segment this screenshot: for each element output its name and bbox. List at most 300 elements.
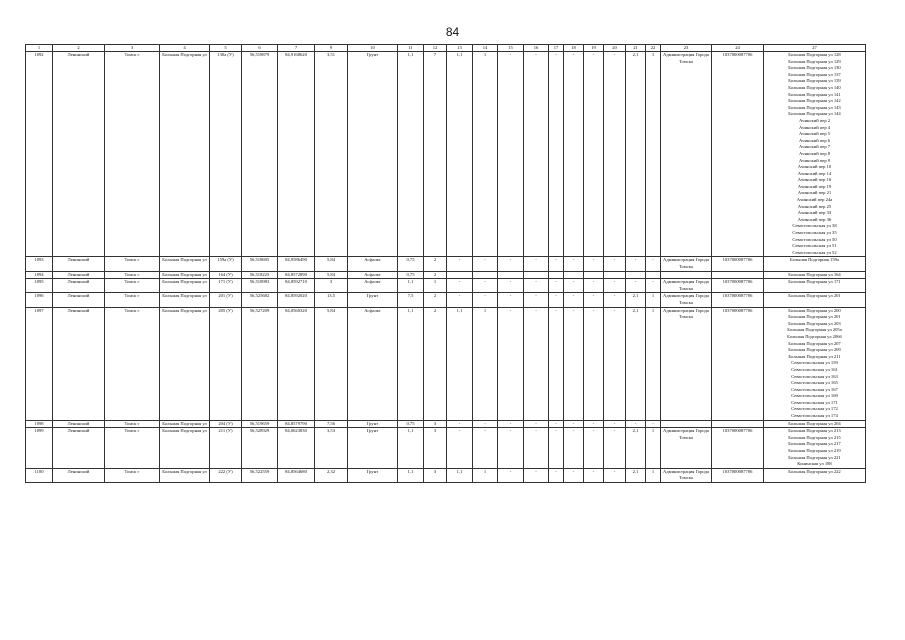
table-cell: - [473, 428, 498, 469]
table-cell: - [524, 293, 549, 307]
table-cell: - [564, 468, 584, 482]
table-cell: 2 [424, 271, 447, 279]
address-line: Севастопольская ул 171 [791, 399, 838, 405]
table-cell: - [564, 293, 584, 307]
table-cell: Грунт [348, 293, 398, 307]
address-line: Большая Подгорная ул 209 [788, 347, 841, 353]
table-cell: 84,8564680 [278, 468, 315, 482]
table-cell: Большая Подгорная ул [160, 420, 210, 428]
table-cell [584, 271, 604, 279]
address-line: Севастопольская ул 167 [791, 386, 838, 392]
column-header: 3 [105, 45, 160, 52]
table-cell: - [584, 293, 604, 307]
table-cell: - [646, 420, 661, 428]
table-cell: 1 [473, 468, 498, 482]
table-row [26, 52, 866, 257]
table-cell: Администрация Города Томска [661, 257, 712, 271]
table-cell: Большая Подгорная ул [160, 293, 210, 307]
table-cell: Ленинский [53, 307, 105, 420]
table-cell: 84,9586490 [278, 257, 315, 271]
column-header: 19 [584, 45, 604, 52]
table-cell: Администрация Города Томска [661, 468, 712, 482]
table-cell: 1097 [26, 307, 53, 420]
address-line: Большая Подгорная ул 142 [788, 98, 841, 104]
address-line: Большая Подгорная ул 217 [788, 441, 841, 447]
address-list-cell [764, 257, 866, 271]
column-header: 10 [348, 45, 398, 52]
table-cell: 3,51 [315, 52, 348, 257]
table-cell: Ленинский [53, 293, 105, 307]
table-cell: 1 [646, 428, 661, 469]
table-cell: Администрация Города Томска [661, 293, 712, 307]
table-cell: 1037000087706 [712, 293, 764, 307]
table-cell: 56,527209 [242, 307, 278, 420]
table-cell: 2,1 [626, 307, 646, 420]
address-line: Большая Подгорная ул 200 [788, 307, 841, 313]
table-cell: - [524, 420, 549, 428]
address-line: Ачинский пер 16 [797, 177, 832, 183]
table-row [26, 428, 866, 469]
table-cell [524, 271, 549, 279]
table-cell: Ленинский [53, 468, 105, 482]
address-line: Большая Подгорная ул 201 [788, 314, 841, 320]
table-cell: - [473, 293, 498, 307]
table-cell: Администрация Города Томска [661, 52, 712, 257]
address-line: Большая Подгорная ул 207 [788, 340, 841, 346]
table-cell: 7,5 [398, 293, 424, 307]
table-cell: 1 [473, 52, 498, 257]
table-cell: - [549, 428, 564, 469]
table-cell: - [447, 293, 473, 307]
table-cell: Грунт [348, 52, 398, 257]
table-cell: - [604, 279, 626, 293]
table-cell: - [498, 279, 524, 293]
table-cell: 0,75 [398, 257, 424, 271]
table-cell: Большая Подгорная ул [160, 52, 210, 257]
table-cell: 1096 [26, 293, 53, 307]
table-cell: - [604, 468, 626, 482]
column-header: 1 [26, 45, 53, 52]
table-cell: Асфальт [348, 257, 398, 271]
address-line: Севастопольская ул 165 [791, 380, 838, 386]
column-header: 17 [549, 45, 564, 52]
table-cell: Большая Подгорная ул [160, 468, 210, 482]
table-cell: 164 (У) [210, 271, 242, 279]
table-cell: - [646, 279, 661, 293]
table-cell: 84,0560320 [278, 307, 315, 420]
table-cell: 56,518983 [242, 279, 278, 293]
table-cell [473, 271, 498, 279]
table-row [26, 468, 866, 482]
table-cell: - [604, 257, 626, 271]
column-header: 7 [278, 45, 315, 52]
table-cell: 1,1 [398, 52, 424, 257]
address-line: Ачинский пер 7 [798, 144, 831, 150]
column-header: 6 [242, 45, 278, 52]
address-line: Севастопольская ул 161 [791, 366, 838, 372]
address-line: Ачинский пер 5 [798, 131, 831, 137]
table-cell: 171 (У) [210, 279, 242, 293]
table-cell: 7,56 [315, 420, 348, 428]
column-header: 21 [626, 45, 646, 52]
table-cell: 1,1 [447, 468, 473, 482]
table-cell [712, 271, 764, 279]
address-line: Севастопольская ул 172 [791, 406, 838, 412]
address-line: Большая Подгорная ул 204 [788, 420, 841, 426]
table-cell: - [604, 52, 626, 257]
address-line: Большая Подгорная ул 221 [788, 454, 841, 460]
table-row [26, 279, 866, 293]
column-header: 12 [424, 45, 447, 52]
table-cell: 84,0623830 [278, 428, 315, 469]
table-cell: - [584, 420, 604, 428]
table-row [26, 293, 866, 307]
table-cell: - [584, 279, 604, 293]
table-cell: - [564, 420, 584, 428]
table-cell: 3,53 [315, 428, 348, 469]
table-cell: - [549, 279, 564, 293]
table-cell: 211 (У) [210, 428, 242, 469]
table-cell: 1 [473, 307, 498, 420]
table-cell: 1,1 [447, 307, 473, 420]
table-cell: 7 [424, 52, 447, 257]
address-line: Большая Подгорная ул 201 [788, 293, 841, 299]
page-number: 84 [445, 25, 460, 39]
table-cell: Асфальт [348, 271, 398, 279]
address-list-cell [764, 468, 866, 482]
table-cell: 1098 [26, 420, 53, 428]
table-cell: 1037000087706 [712, 428, 764, 469]
table-cell: 84,9168620 [278, 52, 315, 257]
address-line: Большая Подгорная ул 137 [788, 71, 841, 77]
table-cell: - [473, 279, 498, 293]
table-cell: 130а (У) [210, 52, 242, 257]
table-cell: - [584, 257, 604, 271]
table-cell: - [447, 279, 473, 293]
table-cell: Томск г [105, 52, 160, 257]
table-cell: - [549, 420, 564, 428]
table-cell: - [473, 420, 498, 428]
table-cell: 2 [424, 307, 447, 420]
address-line: Ачинский пер 10 [797, 164, 832, 170]
table-cell: 204 (У) [210, 420, 242, 428]
table-cell: - [498, 257, 524, 271]
table-cell: - [626, 257, 646, 271]
table-cell: 56,525682 [242, 293, 278, 307]
table-cell: 1093 [26, 257, 53, 271]
table-cell: 1 [646, 52, 661, 257]
address-line: Севастопольская ул 163 [791, 373, 838, 379]
table-cell: 2,1 [626, 293, 646, 307]
table-cell: 1037000087706 [712, 52, 764, 257]
address-line: Севастопольская ул 52 [792, 249, 837, 255]
table-cell: 0,75 [398, 420, 424, 428]
table-cell: 159а (У) [210, 257, 242, 271]
table-cell: 222 (У) [210, 468, 242, 482]
address-line: Ачинский пер 8 [798, 150, 831, 156]
table-cell [646, 271, 661, 279]
table-cell: - [564, 279, 584, 293]
address-line: Большая Подгорная ул 129 [788, 58, 841, 64]
table-cell: - [524, 279, 549, 293]
table-cell: - [549, 468, 564, 482]
table-cell: 5,84 [315, 271, 348, 279]
table-cell: 1092 [26, 52, 53, 257]
address-line: Ачинский пер 2 [798, 117, 831, 123]
column-header: 4 [160, 45, 210, 52]
table-cell: - [626, 279, 646, 293]
table-cell: - [604, 428, 626, 469]
column-header: 22 [646, 45, 661, 52]
table-cell: - [564, 307, 584, 420]
table-cell: 1094 [26, 271, 53, 279]
table-cell: - [564, 428, 584, 469]
address-line: Севастопольская ул 174 [791, 413, 838, 419]
table-cell: - [447, 420, 473, 428]
table-cell: - [646, 257, 661, 271]
table-cell: Ленинский [53, 257, 105, 271]
address-line: Ачинский пер 36 [797, 216, 832, 222]
table-cell [626, 271, 646, 279]
table-cell: 2,1 [626, 428, 646, 469]
address-line: Большая Подгорная ул 206б [787, 333, 842, 339]
address-line: Севастопольская ул 35 [792, 230, 837, 236]
address-line: Большая Подгорная ул 211 [788, 353, 841, 359]
table-cell: - [604, 293, 626, 307]
address-line: Большая Подгорная ул 222 [788, 468, 841, 474]
table-cell [564, 271, 584, 279]
table-cell: - [564, 257, 584, 271]
table-cell: 5,84 [315, 307, 348, 420]
table-cell: 56,518879 [242, 52, 278, 257]
table-cell: 2 [424, 293, 447, 307]
table-cell: Ленинский [53, 52, 105, 257]
table-cell: Ленинский [53, 428, 105, 469]
table-cell: Асфальт [348, 279, 398, 293]
table-cell: 205 (У) [210, 307, 242, 420]
table-cell: Администрация Города Томска [661, 307, 712, 420]
table-cell: - [498, 307, 524, 420]
column-header: 9 [315, 45, 348, 52]
table-cell: 1095 [26, 279, 53, 293]
table-cell: 56,518695 [242, 257, 278, 271]
table-row [26, 257, 866, 271]
registry-table-body [26, 45, 866, 483]
table-cell: - [564, 52, 584, 257]
address-line: Ачинский пер 24а [796, 197, 833, 203]
address-line: Ачинский пер 14 [797, 170, 832, 176]
table-cell: - [549, 257, 564, 271]
address-list-cell [764, 271, 866, 279]
table-cell: - [498, 293, 524, 307]
table-cell: Большая Подгорная ул [160, 271, 210, 279]
column-header: 11 [398, 45, 424, 52]
table-cell: 1037000087706 [712, 279, 764, 293]
table-cell: 1 [646, 468, 661, 482]
table-cell: - [524, 468, 549, 482]
address-list-cell [764, 293, 866, 307]
table-cell: 1037000087706 [712, 307, 764, 420]
table-cell: 56,522559 [242, 468, 278, 482]
address-list-cell [764, 307, 866, 420]
table-cell: Администрация Города Томска [661, 279, 712, 293]
table-cell: 84,8572890 [278, 271, 315, 279]
address-list-cell [764, 428, 866, 469]
address-line: Ачинский пер 9 [798, 157, 831, 163]
table-cell: 0,75 [398, 271, 424, 279]
table-cell: 1 [646, 307, 661, 420]
table-cell: 2,32 [315, 468, 348, 482]
table-cell: Грунт [348, 468, 398, 482]
address-line: Большая Подгорная ул 140 [788, 84, 841, 90]
column-header: 27 [764, 45, 866, 52]
address-line: Ачинский пер 21 [797, 190, 832, 196]
address-line: Ачинский пер 19 [797, 183, 832, 189]
address-line: Большая Подгорная ул 128 [788, 52, 841, 57]
table-cell: Томск г [105, 468, 160, 482]
table-cell: Томск г [105, 420, 160, 428]
table-cell [712, 420, 764, 428]
table-cell: - [626, 420, 646, 428]
address-line: Большая Подгорная ул 171 [788, 279, 841, 285]
table-cell: Грунт [348, 428, 398, 469]
table-cell [498, 271, 524, 279]
table-cell: Большая Подгорная ул [160, 307, 210, 420]
table-cell [604, 271, 626, 279]
table-cell: - [549, 52, 564, 257]
table-cell: - [604, 420, 626, 428]
table-cell [661, 271, 712, 279]
table-cell: Томск г [105, 279, 160, 293]
table-cell: Грунт [348, 420, 398, 428]
column-header: 15 [498, 45, 524, 52]
table-cell: 2,1 [626, 468, 646, 482]
table-cell: 3 [424, 468, 447, 482]
table-cell: - [584, 428, 604, 469]
table-cell: - [473, 257, 498, 271]
column-header: 2 [53, 45, 105, 52]
table-cell: 1,1 [398, 279, 424, 293]
table-cell: 1,1 [447, 52, 473, 257]
table-cell: 3 [315, 279, 348, 293]
table-cell: - [524, 307, 549, 420]
table-cell: 1 [424, 279, 447, 293]
table-row [26, 271, 866, 279]
table-cell: - [604, 307, 626, 420]
table-cell: Ленинский [53, 279, 105, 293]
table-cell [447, 271, 473, 279]
table-cell [549, 271, 564, 279]
table-cell: 5,84 [315, 257, 348, 271]
address-line: Большая Подгорная ул 203 [788, 320, 841, 326]
table-cell: 1,1 [398, 307, 424, 420]
table-cell: - [524, 428, 549, 469]
address-line: Севастопольская ул 51 [792, 243, 837, 249]
table-cell: 3 [424, 428, 447, 469]
column-header: 24 [712, 45, 764, 52]
table-cell: 1 [646, 293, 661, 307]
table-cell: Ленинский [53, 271, 105, 279]
table-cell: Томск г [105, 293, 160, 307]
column-header: 23 [661, 45, 712, 52]
table-cell: - [549, 307, 564, 420]
address-line: Ачинский пер 4 [798, 124, 831, 130]
table-cell: - [498, 52, 524, 257]
table-row [26, 420, 866, 428]
column-header: 20 [604, 45, 626, 52]
column-header: 5 [210, 45, 242, 52]
address-line: Севастопольская ул 159 [791, 360, 838, 366]
table-cell: - [447, 257, 473, 271]
address-line: Большая Подгорная ул 141 [788, 91, 841, 97]
table-cell: 1099 [26, 428, 53, 469]
table-cell: 1,1 [398, 468, 424, 482]
table-cell: 56,519659 [242, 420, 278, 428]
table-cell: 56,518225 [242, 271, 278, 279]
table-cell: 1037000087706 [712, 257, 764, 271]
address-list-cell [764, 279, 866, 293]
address-line: Большая Подгорная ул 164 [788, 271, 841, 277]
address-line: Севастопольская ул 169 [791, 393, 838, 399]
table-cell: - [524, 52, 549, 257]
table-cell: Томск г [105, 257, 160, 271]
address-line: Севастопольская ул 38 [792, 223, 837, 229]
address-line: Большая Подгорная ул 213 [788, 428, 841, 434]
column-header-row [26, 45, 866, 52]
table-cell: 56,528929 [242, 428, 278, 469]
address-line: Большая Подгорная ул 143 [788, 104, 841, 110]
table-row [26, 307, 866, 420]
address-line: Ачинский пер 33 [797, 210, 832, 216]
table-cell: 1,1 [398, 428, 424, 469]
table-cell: Томск г [105, 428, 160, 469]
table-cell: Асфальт [348, 307, 398, 420]
address-line: Севастопольская ул 50 [792, 236, 837, 242]
table-cell: 2,1 [626, 52, 646, 257]
table-cell: Ленинский [53, 420, 105, 428]
table-cell: Большая Подгорная ул [160, 279, 210, 293]
table-cell: Большая Подгорная ул [160, 257, 210, 271]
table-cell: Томск г [105, 307, 160, 420]
address-line: Большая Подгорная ул 139 [788, 78, 841, 84]
table-cell [661, 420, 712, 428]
table-cell: 3 [424, 420, 447, 428]
table-cell: - [498, 420, 524, 428]
address-list-cell [764, 52, 866, 257]
table-cell: 201 (У) [210, 293, 242, 307]
table-cell: 1100 [26, 468, 53, 482]
column-header: 18 [564, 45, 584, 52]
address-line: Большая Подгорная ул 219 [788, 448, 841, 454]
table-cell: 2 [424, 257, 447, 271]
address-line: Большая Подгорная 159а [790, 257, 839, 263]
table-cell: Администрация Города Томска [661, 428, 712, 469]
column-header: 14 [473, 45, 498, 52]
table-cell: - [498, 468, 524, 482]
table-cell: 1037000087706 [712, 468, 764, 482]
table-cell: - [584, 307, 604, 420]
registry-table [25, 44, 866, 483]
address-line: Большая Подгорная ул 144 [788, 111, 841, 117]
table-cell: - [584, 52, 604, 257]
table-cell: Томск г [105, 271, 160, 279]
table-cell: 84,8579790 [278, 420, 315, 428]
address-line: Большая Подгорная ул 215 [788, 434, 841, 440]
column-header: 13 [447, 45, 473, 52]
table-cell: 84,8592710 [278, 279, 315, 293]
table-cell: - [549, 293, 564, 307]
table-cell: - [584, 468, 604, 482]
